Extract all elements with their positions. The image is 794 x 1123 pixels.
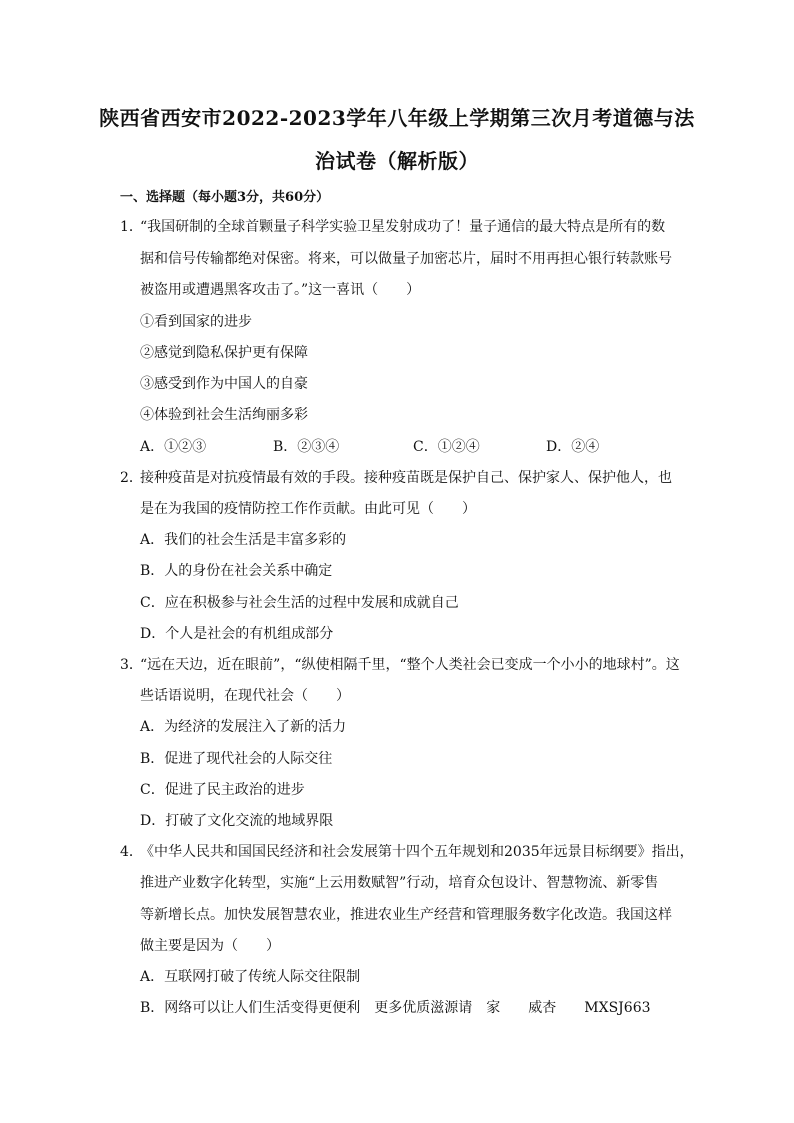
question-3-text-line-2: 些话语说明，在现代社会（ ） bbox=[140, 688, 350, 704]
question-1-statement-2: ②感觉到隐私保护更有保障 bbox=[140, 345, 308, 361]
section-heading: 一、选择题（每小题3分，共60分） bbox=[120, 190, 330, 205]
question-3-option-b: B．促进了现代社会的人际交往 bbox=[140, 751, 333, 767]
question-3-option-d: D．打破了文化交流的地域界限 bbox=[140, 813, 334, 829]
question-1-option-b: B．②③④ bbox=[273, 439, 340, 455]
document-title-line-2: 治试卷（解析版） bbox=[315, 149, 479, 173]
question-1-statement-4: ④体验到社会生活绚丽多彩 bbox=[140, 407, 308, 423]
question-1-number: 1． bbox=[120, 219, 143, 235]
question-1-statement-1: ①看到国家的进步 bbox=[140, 314, 252, 330]
question-3-option-c: C．促进了民主政治的进步 bbox=[140, 782, 305, 798]
question-2-text-line-2: 是在为我国的疫情防控工作作贡献。由此可见（ ） bbox=[140, 501, 476, 517]
question-2-option-d: D．个人是社会的有机组成部分 bbox=[140, 626, 334, 642]
question-4-text-line-4: 做主要是因为（ ） bbox=[140, 938, 280, 954]
question-3-option-a: A．为经济的发展注入了新的活力 bbox=[140, 719, 347, 735]
question-3-text-line-1: “远在天边，近在眼前”，“纵使相隔千里，“整个人类社会已变成一个小小的地球村”。这 bbox=[140, 657, 680, 673]
document-title-line-1: 陕西省西安市2022-2023学年八年级上学期第三次月考道德与法 bbox=[99, 106, 695, 130]
question-1-text-line-2: 据和信号传输都绝对保密。将来，可以做量子加密芯片，届时不用再担心银行转款账号 bbox=[140, 251, 672, 267]
question-4-text-line-3: 等新增长点。加快发展智慧农业，推进农业生产经营和管理服务数字化改造。我国这样 bbox=[140, 907, 672, 923]
question-2-option-a: A．我们的社会生活是丰富多彩的 bbox=[140, 532, 347, 548]
question-2-number: 2． bbox=[120, 470, 143, 486]
question-2-option-b: B．人的身份在社会关系中确定 bbox=[140, 563, 333, 579]
question-1-statement-3: ③感受到作为中国人的自豪 bbox=[140, 376, 308, 392]
question-3-number: 3． bbox=[120, 657, 143, 673]
question-2-option-c: C．应在积极参与社会生活的过程中发展和成就自己 bbox=[140, 595, 459, 611]
question-1-text-line-1: “我国研制的全球首颗量子科学实验卫星发射成功了！量子通信的最大特点是所有的数 bbox=[140, 219, 666, 235]
question-4-option-b: B．网络可以让人们生活变得更便利 更多优质滋源请 家 威杏 MXSJ663 bbox=[140, 1000, 651, 1016]
question-1-option-a: A．①②③ bbox=[140, 439, 207, 455]
question-1-option-c: C．①②④ bbox=[413, 439, 480, 455]
question-4-option-a: A．互联网打破了传统人际交往限制 bbox=[140, 969, 361, 985]
question-4-text-line-1: 《中华人民共和国国民经济和社会发展第十四个五年规划和2035年远景目标纲要》指出， bbox=[140, 844, 694, 860]
question-1-option-d: D．②④ bbox=[546, 439, 600, 455]
question-4-text-line-2: 推进产业数字化转型，实施“上云用数赋智”行动，培育众包设计、智慧物流、新零售 bbox=[140, 875, 659, 891]
question-4-number: 4． bbox=[120, 844, 143, 860]
question-1-text-line-3: 被盗用或遭遇黑客攻击了。”这一喜讯（ ） bbox=[140, 282, 421, 298]
question-2-text-line-1: 接种疫苗是对抗疫情最有效的手段。接种疫苗既是保护自己、保护家人、保护他人，也 bbox=[140, 470, 672, 486]
